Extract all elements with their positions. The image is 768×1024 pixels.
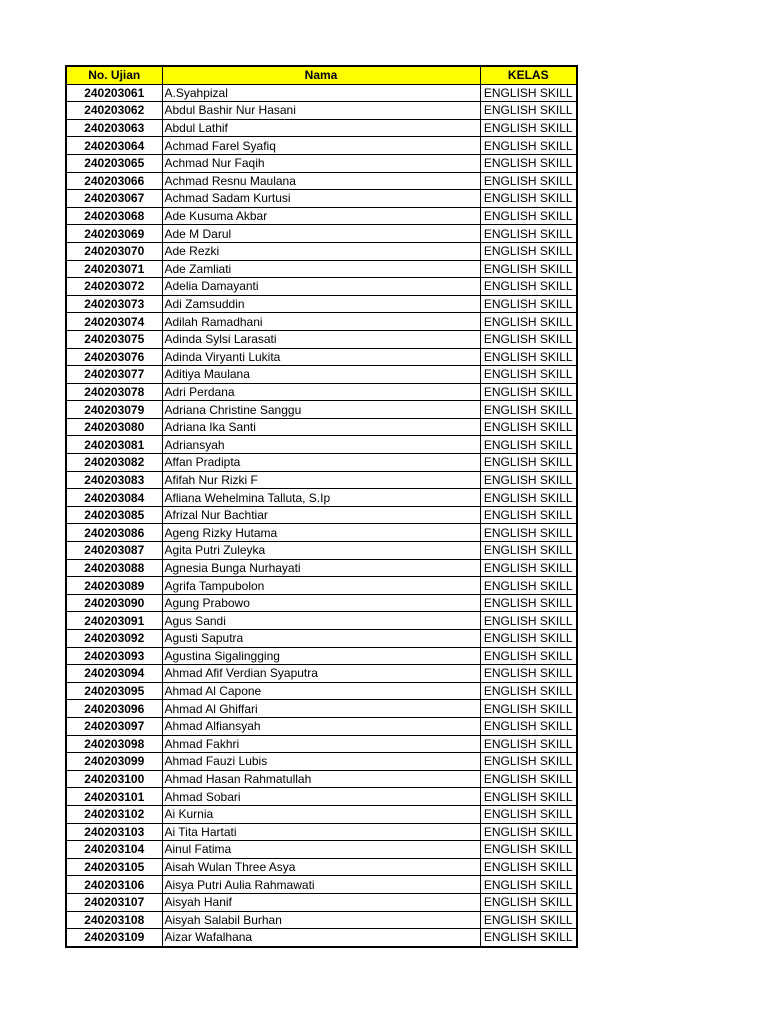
cell-kelas: ENGLISH SKILL xyxy=(480,717,577,735)
table-row xyxy=(66,225,577,243)
cell-nama: Afliana Wehelmina Talluta, S.Ip xyxy=(162,489,480,507)
cell-no-ujian: 240203090 xyxy=(66,594,162,612)
cell-no-ujian: 240203096 xyxy=(66,700,162,718)
cell-nama: Abdul Bashir Nur Hasani xyxy=(162,102,480,120)
cell-no-ujian: 240203095 xyxy=(66,682,162,700)
cell-no-ujian: 240203091 xyxy=(66,612,162,630)
exam-participant-table xyxy=(65,65,578,948)
cell-nama: Adriana Ika Santi xyxy=(162,418,480,436)
cell-kelas: ENGLISH SKILL xyxy=(480,260,577,278)
cell-no-ujian: 240203065 xyxy=(66,154,162,172)
table-row xyxy=(66,577,577,595)
table-row xyxy=(66,542,577,560)
cell-nama: Abdul Lathif xyxy=(162,119,480,137)
cell-kelas: ENGLISH SKILL xyxy=(480,278,577,296)
table-row xyxy=(66,612,577,630)
cell-nama: Ahmad Fauzi Lubis xyxy=(162,753,480,771)
cell-kelas: ENGLISH SKILL xyxy=(480,506,577,524)
cell-nama: Adelia Damayanti xyxy=(162,278,480,296)
table-row xyxy=(66,102,577,120)
cell-nama: Ahmad Al Ghiffari xyxy=(162,700,480,718)
table-row xyxy=(66,911,577,929)
table-row xyxy=(66,313,577,331)
table-row xyxy=(66,929,577,947)
cell-no-ujian: 240203067 xyxy=(66,190,162,208)
table-row xyxy=(66,401,577,419)
cell-nama: Ai Tita Hartati xyxy=(162,823,480,841)
table-row xyxy=(66,753,577,771)
cell-nama: Achmad Farel Syafiq xyxy=(162,137,480,155)
cell-nama: Adri Perdana xyxy=(162,383,480,401)
cell-nama: Agustina Sigalingging xyxy=(162,647,480,665)
table-row xyxy=(66,295,577,313)
cell-no-ujian: 240203080 xyxy=(66,418,162,436)
cell-kelas: ENGLISH SKILL xyxy=(480,471,577,489)
cell-nama: Aisyah Salabil Burhan xyxy=(162,911,480,929)
cell-kelas: ENGLISH SKILL xyxy=(480,489,577,507)
cell-nama: Afrizal Nur Bachtiar xyxy=(162,506,480,524)
cell-no-ujian: 240203083 xyxy=(66,471,162,489)
cell-no-ujian: 240203098 xyxy=(66,735,162,753)
cell-kelas: ENGLISH SKILL xyxy=(480,805,577,823)
cell-kelas: ENGLISH SKILL xyxy=(480,577,577,595)
cell-nama: Ahmad Afif Verdian Syaputra xyxy=(162,665,480,683)
cell-no-ujian: 240203099 xyxy=(66,753,162,771)
cell-nama: Ahmad Al Capone xyxy=(162,682,480,700)
table-row xyxy=(66,630,577,648)
cell-no-ujian: 240203070 xyxy=(66,242,162,260)
cell-nama: Agnesia Bunga Nurhayati xyxy=(162,559,480,577)
table-row xyxy=(66,489,577,507)
cell-no-ujian: 240203068 xyxy=(66,207,162,225)
table-row xyxy=(66,84,577,102)
table-row xyxy=(66,665,577,683)
table-row xyxy=(66,119,577,137)
table-row xyxy=(66,876,577,894)
cell-no-ujian: 240203101 xyxy=(66,788,162,806)
table-row xyxy=(66,788,577,806)
cell-nama: Ageng Rizky Hutama xyxy=(162,524,480,542)
table-row xyxy=(66,436,577,454)
table-row xyxy=(66,770,577,788)
cell-nama: A.Syahpizal xyxy=(162,84,480,102)
table-row xyxy=(66,841,577,859)
table-row xyxy=(66,735,577,753)
table-row xyxy=(66,190,577,208)
cell-kelas: ENGLISH SKILL xyxy=(480,858,577,876)
cell-kelas: ENGLISH SKILL xyxy=(480,647,577,665)
cell-nama: Ai Kurnia xyxy=(162,805,480,823)
cell-nama: Ade Rezki xyxy=(162,242,480,260)
cell-nama: Ahmad Hasan Rahmatullah xyxy=(162,770,480,788)
cell-no-ujian: 240203077 xyxy=(66,366,162,384)
table-row xyxy=(66,823,577,841)
table-row xyxy=(66,858,577,876)
cell-nama: Adinda Sylsi Larasati xyxy=(162,330,480,348)
cell-kelas: ENGLISH SKILL xyxy=(480,876,577,894)
cell-no-ujian: 240203066 xyxy=(66,172,162,190)
cell-nama: Agrifa Tampubolon xyxy=(162,577,480,595)
cell-nama: Agung Prabowo xyxy=(162,594,480,612)
cell-no-ujian: 240203100 xyxy=(66,770,162,788)
cell-kelas: ENGLISH SKILL xyxy=(480,225,577,243)
cell-nama: Aisyah Hanif xyxy=(162,893,480,911)
cell-kelas: ENGLISH SKILL xyxy=(480,929,577,947)
cell-kelas: ENGLISH SKILL xyxy=(480,348,577,366)
cell-nama: Adilah Ramadhani xyxy=(162,313,480,331)
cell-no-ujian: 240203081 xyxy=(66,436,162,454)
table-row xyxy=(66,278,577,296)
cell-nama: Aisya Putri Aulia Rahmawati xyxy=(162,876,480,894)
cell-kelas: ENGLISH SKILL xyxy=(480,207,577,225)
cell-nama: Ade M Darul xyxy=(162,225,480,243)
table-row xyxy=(66,471,577,489)
table-row xyxy=(66,137,577,155)
table-row xyxy=(66,366,577,384)
cell-nama: Ahmad Sobari xyxy=(162,788,480,806)
cell-nama: Ainul Fatima xyxy=(162,841,480,859)
cell-kelas: ENGLISH SKILL xyxy=(480,735,577,753)
cell-kelas: ENGLISH SKILL xyxy=(480,313,577,331)
cell-nama: Affan Pradipta xyxy=(162,454,480,472)
cell-kelas: ENGLISH SKILL xyxy=(480,137,577,155)
cell-kelas: ENGLISH SKILL xyxy=(480,383,577,401)
cell-nama: Adi Zamsuddin xyxy=(162,295,480,313)
cell-kelas: ENGLISH SKILL xyxy=(480,418,577,436)
cell-kelas: ENGLISH SKILL xyxy=(480,630,577,648)
cell-no-ujian: 240203088 xyxy=(66,559,162,577)
cell-kelas: ENGLISH SKILL xyxy=(480,84,577,102)
cell-no-ujian: 240203102 xyxy=(66,805,162,823)
cell-kelas: ENGLISH SKILL xyxy=(480,893,577,911)
table-row xyxy=(66,242,577,260)
cell-no-ujian: 240203082 xyxy=(66,454,162,472)
cell-no-ujian: 240203069 xyxy=(66,225,162,243)
cell-nama: Achmad Resnu Maulana xyxy=(162,172,480,190)
cell-nama: Ade Kusuma Akbar xyxy=(162,207,480,225)
cell-no-ujian: 240203061 xyxy=(66,84,162,102)
cell-nama: Aisah Wulan Three Asya xyxy=(162,858,480,876)
header-kelas: KELAS xyxy=(480,66,577,84)
table-row xyxy=(66,805,577,823)
table-row xyxy=(66,172,577,190)
cell-no-ujian: 240203092 xyxy=(66,630,162,648)
cell-nama: Adriansyah xyxy=(162,436,480,454)
cell-no-ujian: 240203109 xyxy=(66,929,162,947)
cell-kelas: ENGLISH SKILL xyxy=(480,102,577,120)
cell-nama: Achmad Nur Faqih xyxy=(162,154,480,172)
cell-nama: Adriana Christine Sanggu xyxy=(162,401,480,419)
cell-no-ujian: 240203094 xyxy=(66,665,162,683)
cell-kelas: ENGLISH SKILL xyxy=(480,823,577,841)
cell-kelas: ENGLISH SKILL xyxy=(480,330,577,348)
header-nama: Nama xyxy=(162,66,480,84)
cell-no-ujian: 240203085 xyxy=(66,506,162,524)
cell-nama: Afifah Nur Rizki F xyxy=(162,471,480,489)
cell-no-ujian: 240203089 xyxy=(66,577,162,595)
cell-no-ujian: 240203063 xyxy=(66,119,162,137)
table-row xyxy=(66,348,577,366)
cell-no-ujian: 240203071 xyxy=(66,260,162,278)
cell-kelas: ENGLISH SKILL xyxy=(480,770,577,788)
cell-kelas: ENGLISH SKILL xyxy=(480,401,577,419)
table-row xyxy=(66,682,577,700)
cell-no-ujian: 240203075 xyxy=(66,330,162,348)
cell-no-ujian: 240203073 xyxy=(66,295,162,313)
cell-kelas: ENGLISH SKILL xyxy=(480,682,577,700)
table-row xyxy=(66,717,577,735)
table-row xyxy=(66,454,577,472)
cell-kelas: ENGLISH SKILL xyxy=(480,911,577,929)
cell-no-ujian: 240203078 xyxy=(66,383,162,401)
cell-no-ujian: 240203097 xyxy=(66,717,162,735)
cell-kelas: ENGLISH SKILL xyxy=(480,700,577,718)
cell-kelas: ENGLISH SKILL xyxy=(480,366,577,384)
cell-no-ujian: 240203079 xyxy=(66,401,162,419)
cell-no-ujian: 240203093 xyxy=(66,647,162,665)
table-row xyxy=(66,506,577,524)
cell-no-ujian: 240203086 xyxy=(66,524,162,542)
cell-no-ujian: 240203104 xyxy=(66,841,162,859)
table-row xyxy=(66,524,577,542)
cell-kelas: ENGLISH SKILL xyxy=(480,172,577,190)
cell-nama: Ahmad Fakhri xyxy=(162,735,480,753)
cell-kelas: ENGLISH SKILL xyxy=(480,436,577,454)
cell-kelas: ENGLISH SKILL xyxy=(480,665,577,683)
cell-kelas: ENGLISH SKILL xyxy=(480,788,577,806)
cell-kelas: ENGLISH SKILL xyxy=(480,454,577,472)
table-row xyxy=(66,893,577,911)
table-row xyxy=(66,418,577,436)
cell-no-ujian: 240203107 xyxy=(66,893,162,911)
table-row xyxy=(66,647,577,665)
cell-no-ujian: 240203103 xyxy=(66,823,162,841)
cell-nama: Ahmad Alfiansyah xyxy=(162,717,480,735)
table-row xyxy=(66,700,577,718)
cell-kelas: ENGLISH SKILL xyxy=(480,841,577,859)
cell-no-ujian: 240203064 xyxy=(66,137,162,155)
cell-nama: Aditiya Maulana xyxy=(162,366,480,384)
cell-no-ujian: 240203074 xyxy=(66,313,162,331)
cell-kelas: ENGLISH SKILL xyxy=(480,154,577,172)
cell-kelas: ENGLISH SKILL xyxy=(480,542,577,560)
cell-kelas: ENGLISH SKILL xyxy=(480,594,577,612)
cell-kelas: ENGLISH SKILL xyxy=(480,295,577,313)
cell-kelas: ENGLISH SKILL xyxy=(480,119,577,137)
cell-nama: Agus Sandi xyxy=(162,612,480,630)
cell-nama: Agita Putri Zuleyka xyxy=(162,542,480,560)
table-row xyxy=(66,330,577,348)
cell-no-ujian: 240203072 xyxy=(66,278,162,296)
cell-no-ujian: 240203108 xyxy=(66,911,162,929)
header-row xyxy=(66,66,577,84)
cell-kelas: ENGLISH SKILL xyxy=(480,524,577,542)
cell-kelas: ENGLISH SKILL xyxy=(480,242,577,260)
cell-nama: Aizar Wafalhana xyxy=(162,929,480,947)
cell-nama: Adinda Viryanti Lukita xyxy=(162,348,480,366)
table-row xyxy=(66,207,577,225)
cell-kelas: ENGLISH SKILL xyxy=(480,559,577,577)
header-no-ujian: No. Ujian xyxy=(66,66,162,84)
cell-no-ujian: 240203106 xyxy=(66,876,162,894)
cell-nama: Ade Zamliati xyxy=(162,260,480,278)
cell-nama: Achmad Sadam Kurtusi xyxy=(162,190,480,208)
table-row xyxy=(66,383,577,401)
table-row xyxy=(66,260,577,278)
cell-no-ujian: 240203087 xyxy=(66,542,162,560)
table-row xyxy=(66,154,577,172)
cell-kelas: ENGLISH SKILL xyxy=(480,612,577,630)
table-row xyxy=(66,594,577,612)
cell-no-ujian: 240203105 xyxy=(66,858,162,876)
cell-kelas: ENGLISH SKILL xyxy=(480,190,577,208)
table-row xyxy=(66,559,577,577)
cell-no-ujian: 240203076 xyxy=(66,348,162,366)
cell-nama: Agusti Saputra xyxy=(162,630,480,648)
cell-no-ujian: 240203062 xyxy=(66,102,162,120)
cell-no-ujian: 240203084 xyxy=(66,489,162,507)
cell-kelas: ENGLISH SKILL xyxy=(480,753,577,771)
